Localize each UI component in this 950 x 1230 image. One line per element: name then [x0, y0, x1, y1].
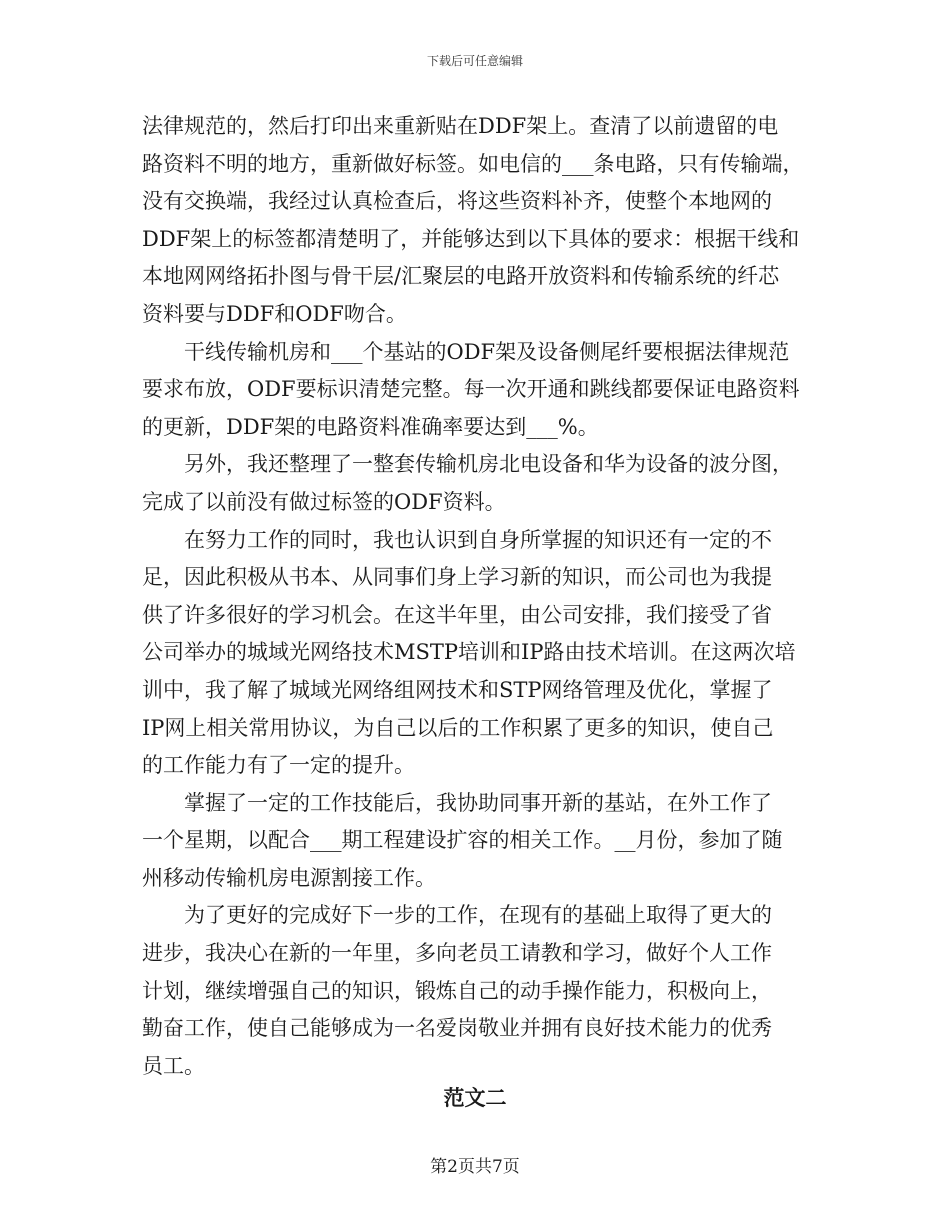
text-line: 本地网网络拓扑图与骨干层/汇聚层的电路开放资料和传输系统的纤芯	[142, 264, 780, 289]
document-body	[142, 108, 814, 1085]
text-line: 勤奋工作，使自己能够成为一名爱岗敬业并拥有良好技术能力的优秀	[142, 1016, 772, 1041]
text-line: 州移动传输机房电源割接工作。	[142, 865, 436, 890]
text-line: 的工作能力有了一定的提升。	[142, 753, 415, 778]
text-line: 完成了以前没有做过标签的ODF资料。	[142, 489, 506, 514]
text-line: 没有交换端，我经过认真检查后，将这些资料补齐，使整个本地网的	[142, 189, 772, 214]
text-line: 的更新，DDF架的电路资料准确率要达到___%。	[142, 414, 599, 439]
text-line: 供了许多很好的学习机会。在这半年里，由公司安排，我们接受了省	[142, 602, 772, 627]
text-line: IP网上相关常用协议，为自己以后的工作积累了更多的知识，使自己	[142, 715, 774, 740]
text-line: 计划，继续增强自己的知识，锻炼自己的动手操作能力，积极向上，	[142, 978, 772, 1003]
text-line: 在努力工作的同时，我也认识到自身所掌握的知识还有一定的不	[142, 527, 772, 552]
text-line: 员工。	[142, 1053, 205, 1078]
text-line: 要求布放，ODF要标识清楚完整。每一次开通和跳线都要保证电路资料	[142, 377, 800, 402]
text-line: 路资料不明的地方，重新做好标签。如电信的___条电路，只有传输端，	[142, 151, 804, 176]
text-line: 法律规范的，然后打印出来重新贴在DDF架上。查清了以前遗留的电	[142, 114, 779, 138]
text-line: 公司举办的城域光网络技术MSTP培训和IP路由技术培训。在这两次培	[142, 640, 796, 665]
text-line: 足，因此积极从书本、从同事们身上学习新的知识，而公司也为我提	[142, 565, 772, 590]
text-line: 掌握了一定的工作技能后，我协助同事开新的基站，在外工作了	[142, 790, 772, 815]
section-title: 范文二	[443, 1085, 507, 1110]
page-footer: 第2页共7页	[430, 1157, 520, 1177]
text-line: 一个星期，以配合___期工程建设扩容的相关工作。__月份，参加了随	[142, 828, 783, 853]
text-line: 进步，我决心在新的一年里，多向老员工请教和学习，做好个人工作	[142, 941, 772, 966]
text-line: 为了更好的完成好下一步的工作，在现有的基础上取得了更大的	[142, 903, 772, 928]
text-line: DDF架上的标签都清楚明了，并能够达到以下具体的要求：根据干线和	[142, 226, 800, 251]
text-line: 另外，我还整理了一整套传输机房北电设备和华为设备的波分图，	[142, 452, 793, 477]
text-line: 干线传输机房和___个基站的ODF架及设备侧尾纤要根据法律规范	[142, 339, 790, 364]
page-header: 下载后可任意编辑	[426, 54, 523, 68]
text-line: 训中，我了解了城域光网络组网技术和STP网络管理及优化，掌握了	[142, 677, 773, 702]
text-line: 资料要与DDF和ODF吻合。	[142, 301, 407, 326]
